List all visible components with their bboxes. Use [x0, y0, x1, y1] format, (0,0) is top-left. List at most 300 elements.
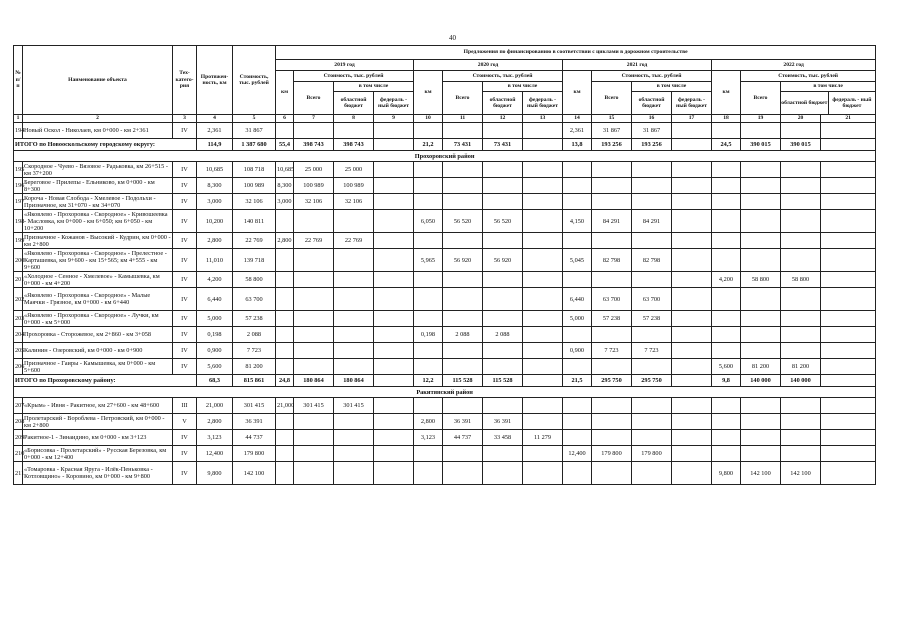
total-value: 140 000	[781, 375, 821, 387]
total-value: 180 864	[334, 375, 374, 387]
length-km: 3,123	[197, 430, 233, 446]
header-incl: в том числе	[781, 82, 875, 92]
category: IV	[173, 462, 197, 485]
row-number: 199	[14, 233, 23, 249]
year-value	[672, 311, 712, 327]
year-value	[712, 311, 741, 327]
table-row	[14, 414, 876, 430]
year-value	[741, 430, 781, 446]
year-value	[443, 446, 483, 462]
category: IV	[173, 446, 197, 462]
year-value	[443, 311, 483, 327]
year-value	[294, 446, 334, 462]
cost-total: 140 811	[233, 210, 276, 233]
year-value	[672, 446, 712, 462]
length-km: 4,200	[197, 272, 233, 288]
year-value	[483, 398, 523, 414]
year-value	[712, 398, 741, 414]
year-value	[483, 288, 523, 311]
year-value	[483, 178, 523, 194]
cost-total: 22 769	[233, 233, 276, 249]
header-incl: в том числе	[334, 82, 413, 92]
total-value: 9,8	[712, 375, 741, 387]
year-value	[563, 233, 592, 249]
year-value	[483, 194, 523, 210]
header-regional: областной бюджет	[334, 92, 374, 114]
column-index: 2	[23, 115, 173, 123]
year-value	[741, 327, 781, 343]
column-index: 1	[14, 115, 23, 123]
table-row	[14, 194, 876, 210]
total-value	[374, 375, 414, 387]
column-index: 10	[414, 115, 443, 123]
year-value: 57 238	[592, 311, 632, 327]
year-value	[632, 327, 672, 343]
year-value	[523, 359, 563, 375]
total-value: 390 015	[741, 139, 781, 151]
year-value	[712, 178, 741, 194]
year-value	[672, 210, 712, 233]
year-value	[632, 430, 672, 446]
year-value: 36 391	[443, 414, 483, 430]
year-value	[563, 430, 592, 446]
total-value	[523, 139, 563, 151]
year-value	[294, 123, 334, 139]
year-value: 5,600	[712, 359, 741, 375]
total-value: 398 743	[294, 139, 334, 151]
year-value	[294, 414, 334, 430]
total-value: 115 528	[443, 375, 483, 387]
header-incl: в том числе	[483, 82, 562, 92]
year-value	[632, 162, 672, 178]
table-body	[14, 123, 876, 485]
year-value	[523, 178, 563, 194]
header-federal: федераль - ный бюджет	[832, 96, 872, 109]
year-value	[294, 210, 334, 233]
cost-total: 7 723	[233, 343, 276, 359]
year-value	[374, 233, 414, 249]
object-name: «Яковлево - Прохоровка - Скородное» - Кривошеевка - Масловка, км 0+000 - км 6+050; км 6+050 - км 10+200	[23, 210, 173, 233]
object-name: «Яковлево - Прохоровка - Скородное» - Малые Маячки - Грязное, км 0+000 - км 6+440	[23, 288, 173, 311]
year-value	[592, 430, 632, 446]
year-value: 3,123	[414, 430, 443, 446]
row-number: 204	[14, 327, 23, 343]
object-name: Новый Оскол - Николаев, км 0+000 - км 2+361	[23, 123, 173, 139]
year-value	[294, 249, 334, 272]
year-value	[563, 178, 592, 194]
year-value	[672, 462, 712, 485]
year-value	[483, 233, 523, 249]
year-value	[781, 288, 821, 311]
column-index: 18	[712, 115, 741, 123]
year-value: 5,000	[563, 311, 592, 327]
year-value	[374, 178, 414, 194]
year-value	[781, 446, 821, 462]
year-value	[672, 430, 712, 446]
year-value	[374, 311, 414, 327]
length-km: 3,000	[197, 194, 233, 210]
year-value	[523, 446, 563, 462]
year-value: 2,361	[563, 123, 592, 139]
length-km: 0,900	[197, 343, 233, 359]
year-value: 10,685	[276, 162, 294, 178]
year-value	[374, 162, 414, 178]
year-value	[276, 272, 294, 288]
length-km: 2,361	[197, 123, 233, 139]
year-value	[374, 210, 414, 233]
table-row	[14, 123, 876, 139]
header-cost: Стоимость, тыс. рублей	[233, 46, 276, 115]
total-value	[672, 139, 712, 151]
row-number: 198	[14, 210, 23, 233]
year-value: 0,900	[563, 343, 592, 359]
table-row	[14, 288, 876, 311]
year-value	[276, 249, 294, 272]
total-value: 295 750	[632, 375, 672, 387]
year-value: 57 238	[632, 311, 672, 327]
year-value	[781, 343, 821, 359]
year-value	[523, 233, 563, 249]
row-number: 195	[14, 162, 23, 178]
year-value	[523, 249, 563, 272]
year-value	[443, 178, 483, 194]
year-value	[592, 359, 632, 375]
year-value	[443, 194, 483, 210]
total-value: 295 750	[592, 375, 632, 387]
year-value	[741, 414, 781, 430]
header-incl-group	[781, 82, 876, 115]
year-value	[523, 462, 563, 485]
year-value: 44 737	[443, 430, 483, 446]
year-value	[414, 343, 443, 359]
year-value	[712, 123, 741, 139]
total-value	[672, 375, 712, 387]
year-value	[672, 272, 712, 288]
year-value	[821, 194, 876, 210]
row-number: 202	[14, 288, 23, 311]
length-km: 9,800	[197, 462, 233, 485]
total-value	[821, 139, 876, 151]
length-km: 10,200	[197, 210, 233, 233]
year-value	[712, 162, 741, 178]
total-row	[14, 375, 876, 387]
column-index: 3	[173, 115, 197, 123]
year-value	[672, 398, 712, 414]
cost-total: 58 800	[233, 272, 276, 288]
length-km: 8,300	[197, 178, 233, 194]
cost-total: 301 415	[233, 398, 276, 414]
year-value	[414, 311, 443, 327]
total-value: 193 256	[632, 139, 672, 151]
cost-total: 32 106	[233, 194, 276, 210]
year-value	[563, 462, 592, 485]
header-year: 2022 год	[712, 60, 876, 71]
year-value	[712, 327, 741, 343]
year-value: 25 000	[294, 162, 334, 178]
page-number: 40	[449, 34, 456, 42]
column-index: 19	[741, 115, 781, 123]
year-value	[523, 272, 563, 288]
year-value	[563, 327, 592, 343]
year-value	[334, 249, 374, 272]
header-year: 2021 год	[563, 60, 712, 71]
column-index: 21	[821, 115, 876, 123]
year-value	[712, 249, 741, 272]
object-name: «Томаровка - Красная Яруга - Илёк-Пеньковка - Котловщино» - Коровино, км 0+000 - км 9+800	[23, 462, 173, 485]
row-number: 196	[14, 178, 23, 194]
header-km: км	[563, 71, 592, 115]
length-km: 2,800	[197, 414, 233, 430]
year-value	[483, 359, 523, 375]
column-index: 9	[374, 115, 414, 123]
year-value	[672, 194, 712, 210]
total-value: 21,2	[414, 139, 443, 151]
year-value	[712, 446, 741, 462]
object-name: Ракитное-1 - Зинаидино, км 0+000 - км 3+123	[23, 430, 173, 446]
year-value	[821, 414, 876, 430]
year-value	[443, 398, 483, 414]
year-value	[276, 343, 294, 359]
year-value: 301 415	[294, 398, 334, 414]
year-value: 6,050	[414, 210, 443, 233]
year-value	[672, 327, 712, 343]
object-name: «Яковлево - Прохоровка - Скородное» - Прелестное - Карташевка, км 9+600 - км 15+565; км 4+555 - км 9+600	[23, 249, 173, 272]
category: IV	[173, 359, 197, 375]
year-value	[414, 446, 443, 462]
year-value	[821, 288, 876, 311]
year-value: 179 800	[592, 446, 632, 462]
length-km: 21,000	[197, 398, 233, 414]
year-value	[276, 462, 294, 485]
category: IV	[173, 249, 197, 272]
year-value: 25 000	[334, 162, 374, 178]
year-value	[563, 194, 592, 210]
year-value	[781, 162, 821, 178]
year-value	[294, 311, 334, 327]
cost-total: 31 867	[233, 123, 276, 139]
table-row	[14, 430, 876, 446]
header-total: Всего	[443, 82, 483, 115]
year-value	[334, 210, 374, 233]
year-value: 22 769	[294, 233, 334, 249]
year-value	[741, 162, 781, 178]
year-value	[334, 446, 374, 462]
year-value	[821, 398, 876, 414]
header-incl-group	[483, 82, 563, 115]
year-value	[443, 233, 483, 249]
category: IV	[173, 123, 197, 139]
table-row	[14, 311, 876, 327]
year-value	[712, 430, 741, 446]
column-index: 11	[443, 115, 483, 123]
year-value	[374, 327, 414, 343]
header-length: Протяжен-ность, км	[197, 46, 233, 115]
year-value	[563, 414, 592, 430]
year-value: 31 867	[632, 123, 672, 139]
year-value	[334, 343, 374, 359]
year-value	[632, 272, 672, 288]
year-value	[821, 446, 876, 462]
year-value	[483, 123, 523, 139]
column-index: 6	[276, 115, 294, 123]
section-row	[14, 387, 876, 398]
year-value: 82 798	[632, 249, 672, 272]
year-value	[374, 398, 414, 414]
year-value	[821, 162, 876, 178]
year-value	[276, 288, 294, 311]
year-value	[483, 311, 523, 327]
year-value	[443, 343, 483, 359]
year-value	[334, 414, 374, 430]
year-value	[523, 288, 563, 311]
header-incl: в том числе	[632, 82, 711, 92]
cost-total: 179 800	[233, 446, 276, 462]
year-value	[712, 233, 741, 249]
year-value: 33 458	[483, 430, 523, 446]
total-label: ИТОГО по Новооскольскому городскому округу:	[14, 139, 197, 151]
year-value	[821, 462, 876, 485]
year-value	[523, 327, 563, 343]
year-value	[592, 327, 632, 343]
year-value: 301 415	[334, 398, 374, 414]
year-value: 3,000	[276, 194, 294, 210]
year-value	[781, 194, 821, 210]
category: IV	[173, 343, 197, 359]
total-value: 12,2	[414, 375, 443, 387]
total-row	[14, 139, 876, 151]
year-value	[821, 430, 876, 446]
year-value: 5,045	[563, 249, 592, 272]
header-total: Всего	[741, 82, 781, 115]
header-cost-sub: Стоимость, тыс. рублей	[741, 71, 876, 82]
year-value: 82 798	[592, 249, 632, 272]
row-number: 209	[14, 430, 23, 446]
year-value: 179 800	[632, 446, 672, 462]
year-value: 7 723	[592, 343, 632, 359]
year-value: 0,198	[414, 327, 443, 343]
year-value	[821, 210, 876, 233]
year-value: 58 800	[781, 272, 821, 288]
column-index: 14	[563, 115, 592, 123]
object-name: Короча - Новая Слобода - Хмелевое - Подольхи - Призначное, км 31+070 - км 34+070	[23, 194, 173, 210]
year-value	[632, 462, 672, 485]
object-name: «Холодное - Сенное - Хмелевое» - Камышевка, км 0+000 - км 4+200	[23, 272, 173, 288]
header-cost-sub: Стоимость, тыс. рублей	[294, 71, 414, 82]
year-value	[672, 123, 712, 139]
year-value	[632, 359, 672, 375]
total-value: 55,4	[276, 139, 294, 151]
column-index: 17	[672, 115, 712, 123]
category: IV	[173, 288, 197, 311]
year-value	[632, 194, 672, 210]
object-name: Призначное - Кожанов - Высокий - Кудрин, км 0+000 - км 2+800	[24, 233, 171, 248]
year-value: 31 867	[592, 123, 632, 139]
year-value: 56 520	[483, 210, 523, 233]
object-name: «Крым» - Ивня - Ракитное, км 27+600 - км 48+600	[23, 398, 173, 414]
year-value	[712, 288, 741, 311]
row-number: 210	[14, 446, 23, 462]
length-km: 5,000	[197, 311, 233, 327]
header-year: 2019 год	[276, 60, 414, 71]
year-value	[741, 123, 781, 139]
year-value	[374, 272, 414, 288]
year-value	[741, 398, 781, 414]
year-value	[483, 162, 523, 178]
category: IV	[173, 210, 197, 233]
cost-total: 100 989	[233, 178, 276, 194]
year-value	[592, 414, 632, 430]
year-value	[294, 272, 334, 288]
length-km: 11,010	[197, 249, 233, 272]
year-value	[374, 462, 414, 485]
year-value	[294, 430, 334, 446]
year-value	[334, 288, 374, 311]
year-value	[781, 178, 821, 194]
column-index: 12	[483, 115, 523, 123]
year-value: 2 088	[443, 327, 483, 343]
table-row	[14, 233, 876, 249]
year-value	[781, 123, 821, 139]
table-header	[14, 46, 876, 123]
year-value	[672, 359, 712, 375]
year-value: 81 200	[781, 359, 821, 375]
total-value	[821, 375, 876, 387]
year-value	[592, 178, 632, 194]
header-proposals: Предложения по финансированию в соответствии с циклами в дорожном строительстве	[276, 46, 876, 60]
year-value: 8,300	[276, 178, 294, 194]
table-row	[14, 162, 876, 178]
year-value	[712, 414, 741, 430]
year-value	[781, 430, 821, 446]
total-value: 73 431	[483, 139, 523, 151]
row-number: 206	[14, 359, 23, 375]
year-value	[334, 359, 374, 375]
year-value	[632, 178, 672, 194]
year-value	[294, 288, 334, 311]
year-value	[483, 462, 523, 485]
row-number: 201	[14, 272, 23, 288]
year-value	[276, 359, 294, 375]
year-value	[563, 162, 592, 178]
length-km: 2,800	[197, 233, 233, 249]
length-km: 6,440	[197, 288, 233, 311]
total-value: 180 864	[294, 375, 334, 387]
year-value	[523, 311, 563, 327]
year-value	[632, 233, 672, 249]
header-regional: областной бюджет	[781, 92, 829, 114]
year-value	[563, 398, 592, 414]
year-value	[672, 249, 712, 272]
row-number: 197	[14, 194, 23, 210]
table-row	[14, 272, 876, 288]
header-regional: областной бюджет	[632, 92, 672, 114]
year-value	[294, 462, 334, 485]
object-name: Скородное - Чуево - Вязовое - Радьковка, км 26+515 - км 37+200	[23, 162, 173, 178]
table-row	[14, 249, 876, 272]
year-value	[821, 272, 876, 288]
year-value	[374, 359, 414, 375]
year-value	[443, 359, 483, 375]
year-value	[414, 233, 443, 249]
year-value	[741, 194, 781, 210]
year-value	[443, 162, 483, 178]
row-number: 200	[14, 249, 23, 272]
year-value: 84 291	[632, 210, 672, 233]
year-value	[374, 194, 414, 210]
year-value: 2,800	[414, 414, 443, 430]
total-value: 24,5	[712, 139, 741, 151]
year-value	[781, 210, 821, 233]
